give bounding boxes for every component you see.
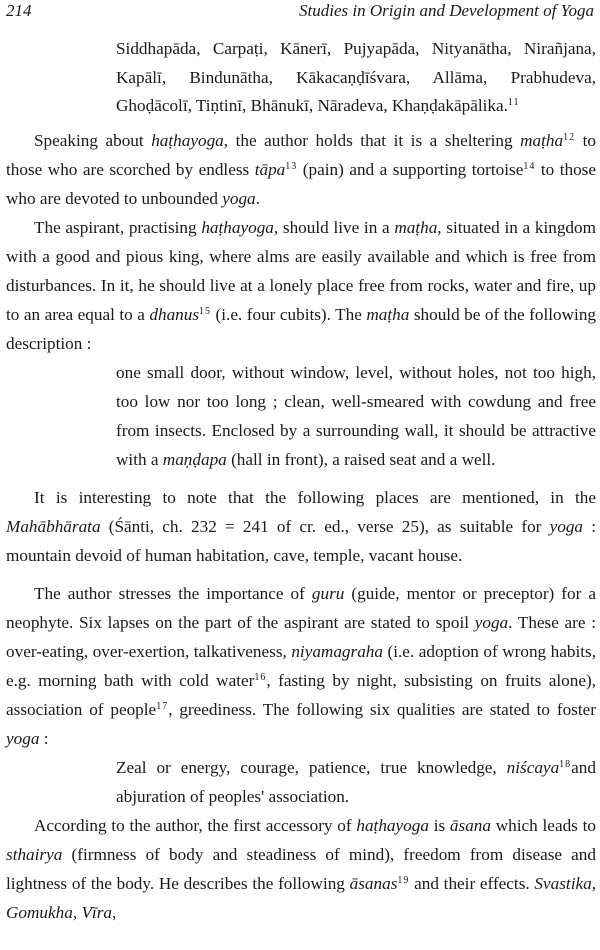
italic-term: niścaya — [506, 757, 560, 777]
italic-term: guru — [311, 583, 345, 603]
italic-term: Gomukha — [6, 902, 73, 922]
footnote-ref-14: 14 — [523, 160, 536, 172]
italic-term: yoga — [549, 516, 584, 536]
italic-term: yoga — [474, 612, 509, 632]
italic-term: dhanus — [149, 304, 200, 324]
text-run: The author stresses the importance of — [34, 583, 312, 603]
text-run: (Śānti, ch. 232 = 241 of cr. ed., verse 25), as suitable for — [100, 516, 550, 536]
text-run: (i.e. adoption of wrong habits, e.g. morning bath with cold water — [6, 641, 596, 690]
text-run: , situated in a kingdom with a good and pious king, where alms are easily available and which is free from disturbances. In it, he should live at a lonely place free from rocks, water and fire, up to an area equal to a — [6, 217, 596, 324]
paragraph-4 — [6, 579, 596, 753]
text-run: , — [591, 873, 596, 893]
text-run: (hall in front), a raised seat and a well. — [226, 449, 496, 469]
text-run: : — [39, 728, 49, 748]
text-run: , — [112, 902, 117, 922]
footnote-ref-17: 17 — [156, 700, 169, 712]
text-run: . — [255, 188, 260, 208]
text-run: It is interesting to note that the following places are mentioned, in the — [34, 487, 596, 507]
text-run: (i.e. four cubits). The — [211, 304, 367, 324]
italic-term: āsana — [449, 815, 491, 835]
text-run: to those who are scorched by endless — [6, 130, 596, 179]
italic-term: maṇḍapa — [162, 449, 227, 469]
quote-block-1 — [6, 358, 596, 474]
page-number: 214 — [6, 1, 32, 20]
italic-term: haṭhayoga — [201, 217, 274, 237]
italic-term: niyamagraha — [291, 641, 383, 661]
text-run: should be of the following description : — [6, 304, 597, 353]
text-run: (pain) and a supporting tortoise — [297, 159, 524, 179]
page-body — [6, 35, 596, 927]
text-run: Zeal or energy, courage, patience, true knowledge, — [116, 757, 507, 777]
text-run: , greediness. The following six qualities are stated to foster — [168, 699, 596, 719]
italic-term: Mahābhārata — [6, 516, 101, 536]
page-header — [6, 0, 594, 24]
text-run: , should live in a — [273, 217, 395, 237]
italic-term: maṭha — [520, 130, 564, 150]
footnote-ref-19: 19 — [397, 874, 410, 886]
italic-term: sthairya — [6, 844, 63, 864]
italic-term: āsanas — [349, 873, 398, 893]
text-run: to those who are devoted to unbounded — [6, 159, 596, 208]
text-run: (guide, mentor or preceptor) for a neophyte. Six lapses on the part of the aspirant are stated to spoil — [6, 583, 596, 632]
italic-term: Vīra — [81, 902, 112, 922]
paragraph-5 — [6, 811, 596, 927]
italic-term: tāpa — [254, 159, 286, 179]
italic-term: yoga — [222, 188, 256, 208]
quote-block-2 — [6, 753, 596, 811]
italic-term: maṭha — [366, 304, 410, 324]
paragraph-2 — [6, 213, 596, 358]
footnote-ref-11: 11 — [507, 97, 520, 108]
names-list: Siddhapāda, Carpaṭi, Kānerī, Pujyapāda, Nityanātha, Nirañjana, Kapālī, Bindunātha, Kākacaṇḍīśvara, Allāma, Prabhudeva, Ghoḍācolī, Tiṇtinī, Bhānukī, Nāradeva, Khaṇḍakāpālika. — [116, 39, 596, 115]
text-run: Speaking about — [34, 130, 152, 150]
paragraph-3 — [6, 483, 596, 570]
text-run: , fasting by night, subsisting on fruits alone), association of people — [6, 670, 596, 719]
italic-term: yoga — [6, 728, 40, 748]
text-run: According to the author, the first accessory of — [34, 815, 357, 835]
italic-term: maṭha — [394, 217, 438, 237]
text-run: and their effects. — [409, 873, 535, 893]
text-run: is — [428, 815, 450, 835]
text-run: , — [72, 902, 82, 922]
footnote-ref-15: 15 — [199, 305, 212, 317]
italic-term: Svastika — [534, 873, 592, 893]
text-run: which leads to — [491, 815, 596, 835]
text-run: and abjuration of peoples' association. — [116, 757, 596, 806]
text-run: The aspirant, practising — [34, 217, 202, 237]
text-run: : mountain devoid of human habitation, cave, temple, vacant house. — [6, 516, 597, 565]
text-run: (firmness of body and steadiness of mind), freedom from disease and lightness of the body. He describes the following — [6, 844, 596, 893]
footnote-ref-18: 18 — [559, 758, 572, 770]
text-run: , the author holds that it is a sheltering — [223, 130, 521, 150]
text-run: one small door, without window, level, without holes, not too high, too low nor too long ; clean, well-smeared with cowdung and free from insects. Enclosed by a surrounding wall, it should be attractive with a — [116, 362, 596, 469]
footnote-ref-12: 12 — [563, 131, 576, 143]
italic-term: haṭhayoga — [151, 130, 224, 150]
running-title: Studies in Origin and Development of Yoga — [299, 1, 594, 20]
text-run: . These are : over-eating, over-exertion, talkativeness, — [6, 612, 596, 661]
italic-term: haṭhayoga — [356, 815, 429, 835]
names-list-block — [6, 35, 596, 121]
footnote-ref-13: 13 — [285, 160, 298, 172]
footnote-ref-16: 16 — [254, 671, 267, 683]
paragraph-1 — [6, 126, 596, 213]
